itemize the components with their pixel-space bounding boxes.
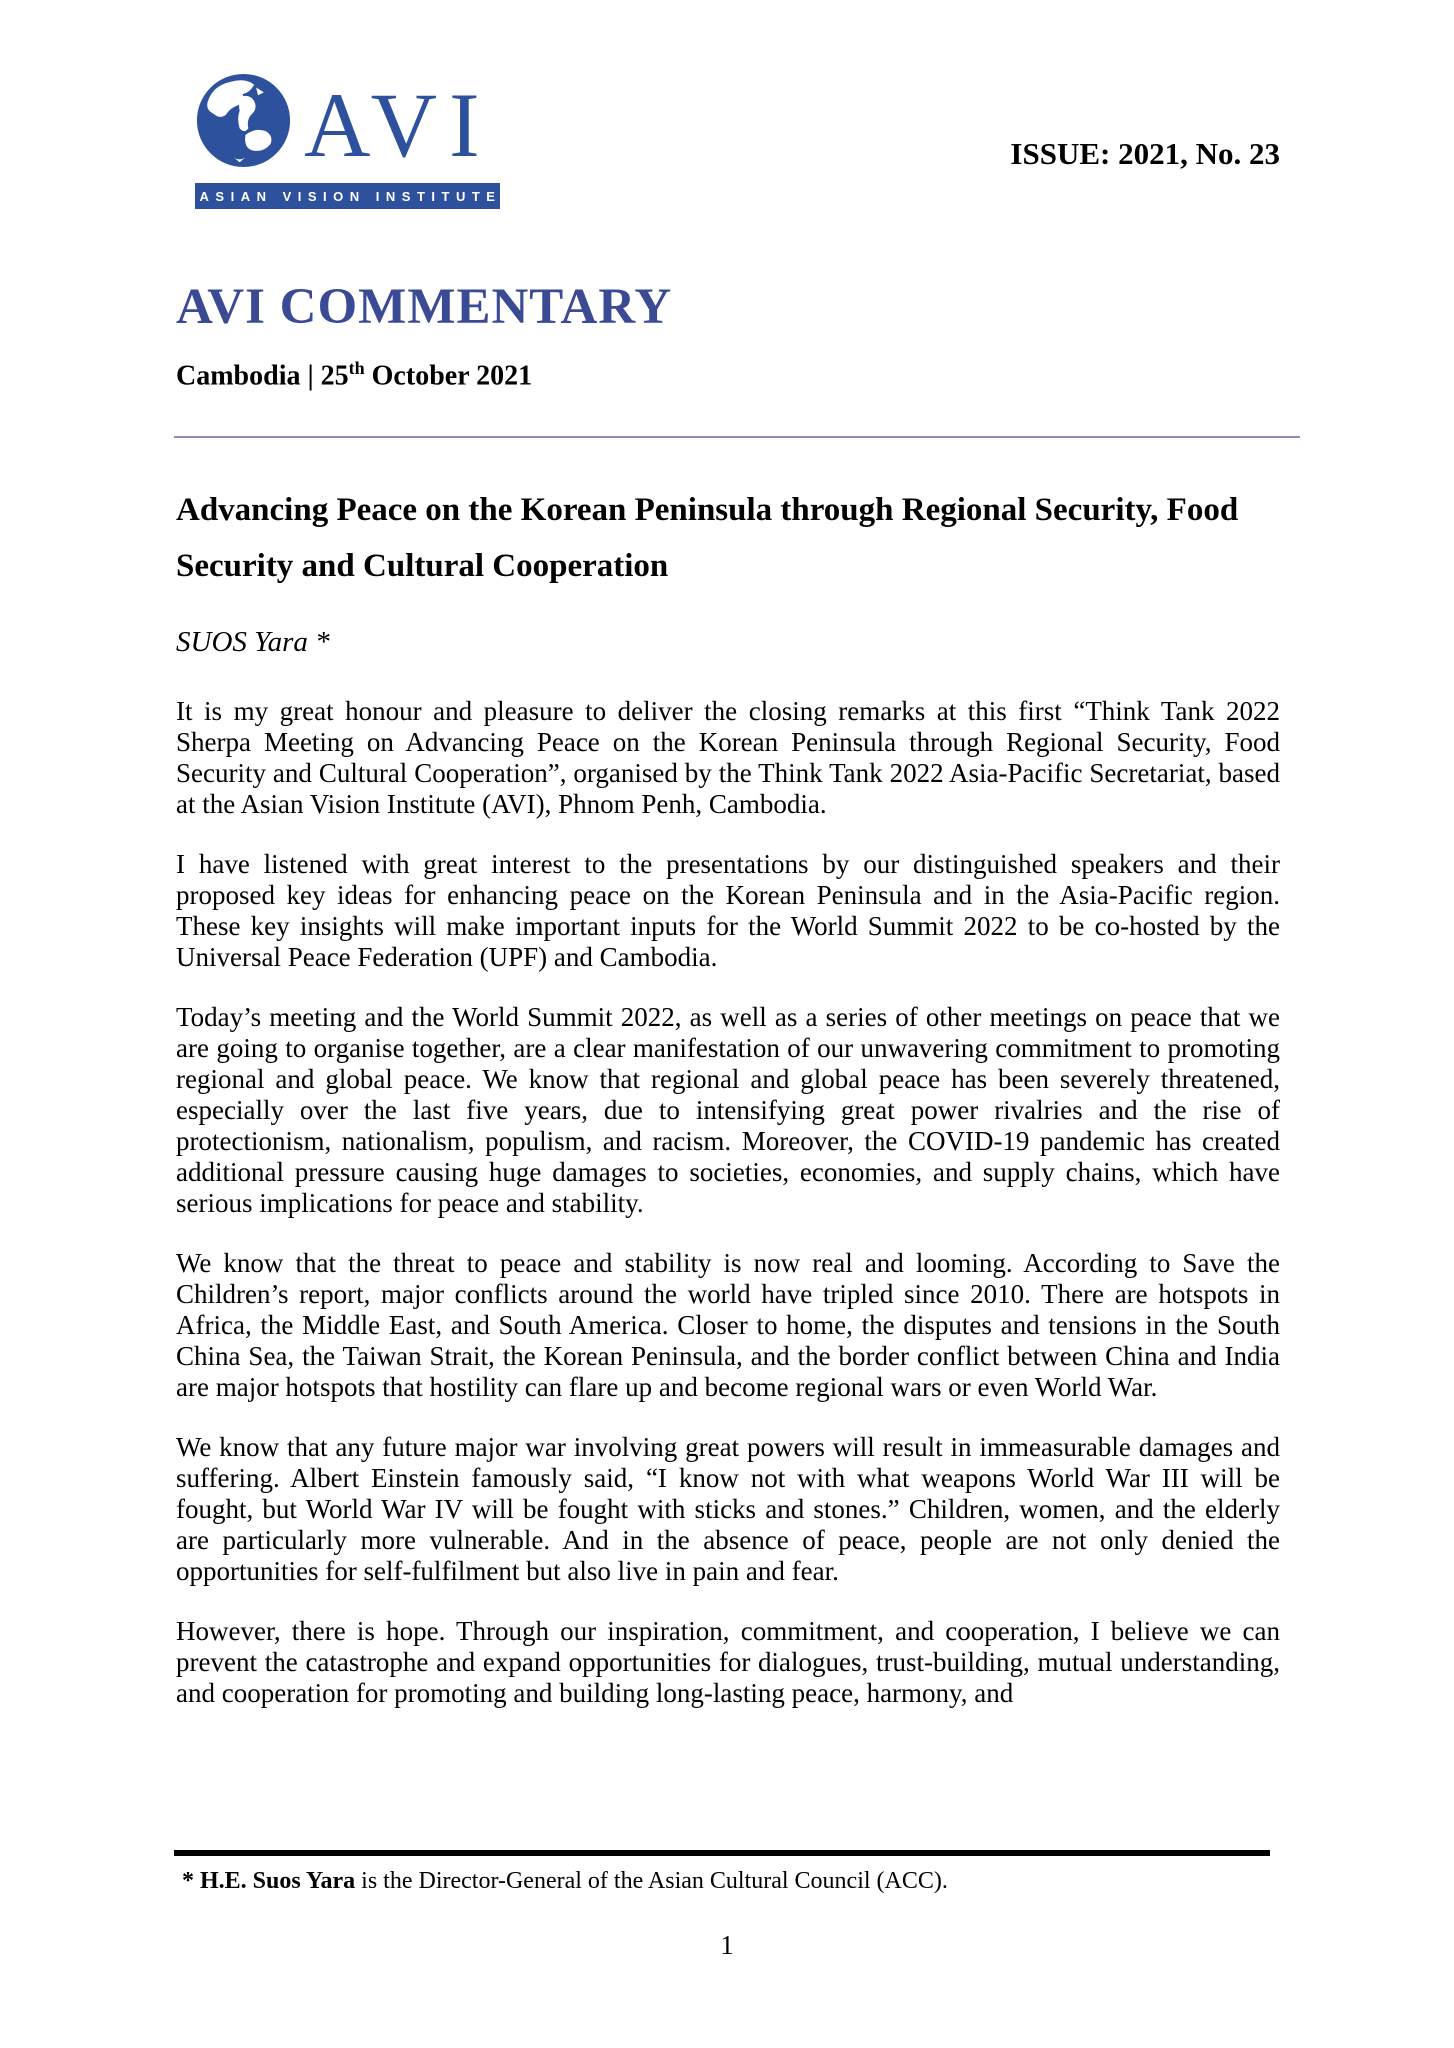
footnote xyxy=(182,1868,1454,1895)
footnote-area xyxy=(0,1844,1454,2048)
footnote-author: * H.E. Suos Yara xyxy=(182,1868,356,1894)
dateline-prefix: Cambodia | 25 xyxy=(176,360,349,392)
dateline-suffix: October 2021 xyxy=(364,360,533,392)
footnote-rest: is the Director-General of the Asian Cultural Council (ACC). xyxy=(355,1868,948,1894)
paragraph-1: It is my great honour and pleasure to deliver the closing remarks at this first “Think Tank 2022 Sherpa Meeting on Advancing Peace on the Korean Peninsula through Regional Security, Food Security and Cultural Cooperation”, organised by the Think Tank 2022 Asia-Pacific Secretariat, based at the Asian Vision Institute (AVI), Phnom Penh, Cambodia. xyxy=(176,696,1280,819)
paragraph-6: However, there is hope. Through our inspiration, commitment, and cooperation, I believe we can prevent the catastrophe and expand opportunities for dialogues, trust-building, mutual understanding, and cooperation for promoting and building long-lasting peace, harmony, and xyxy=(176,1616,1280,1708)
logo-top xyxy=(195,72,500,175)
dateline-ordinal: th xyxy=(348,358,365,378)
paragraph-4: We know that the threat to peace and stability is now real and looming. According to Save the Children’s report, major conflicts around the world have tripled since 2010. There are hotspots in Africa, the Middle East, and South America. Closer to home, the disputes and tensions in the South China Sea, the Taiwan Strait, the Korean Peninsula, and the border conflict between China and India are major hotspots that hostility can flare up and become regional wars or even World War. xyxy=(176,1248,1280,1402)
commentary-title: AVI COMMENTARY xyxy=(176,279,673,335)
article-title: Advancing Peace on the Korean Peninsula through Regional Security, Food Security and Cultural Cooperation xyxy=(176,492,1239,584)
paragraph-3: Today’s meeting and the World Summit 2022, as well as a series of other meetings on peace that we are going to organise together, are a clear manifestation of our unwavering commitment to promoting regional and global peace. We know that regional and global peace has been severely threatened, especially over the last five years, due to intensifying great power rivalries and the rise of protectionism, nationalism, populism, and racism. Moreover, the COVID-19 pandemic has created additional pressure causing huge damages to societies, economies, and supply chains, which have serious implications for peace and stability. xyxy=(176,1002,1280,1218)
article-author: SUOS Yara * xyxy=(176,626,330,658)
page-number: 1 xyxy=(720,1930,734,1960)
logo-tagline-bar xyxy=(195,183,500,209)
dateline xyxy=(176,358,532,392)
paragraph-2: I have listened with great interest to the presentations by our distinguished speakers and their proposed key ideas for enhancing peace on the Korean Peninsula and in the Asia-Pacific region. These key insights will make important inputs for the World Summit 2022 to be co-hosted by the Universal Peace Federation (UPF) and Cambodia. xyxy=(176,849,1280,972)
globe-icon xyxy=(195,72,292,169)
article-body xyxy=(176,696,1280,1738)
logo-tagline: ASIAN VISION INSTITUTE xyxy=(199,188,502,204)
avi-logo xyxy=(195,72,500,209)
logo-acronym: AVI xyxy=(304,74,492,176)
issue-number: ISSUE: 2021, No. 23 xyxy=(1010,136,1280,171)
footnote-separator-rule xyxy=(174,1850,1270,1856)
header-separator-line xyxy=(174,436,1300,438)
paragraph-5: We know that any future major war involving great powers will result in immeasurable damages and suffering. Albert Einstein famously said, “I know not with what weapons World War III will be fought, but World War IV will be fought with sticks and stones.” Children, women, and the elderly are particularly more vulnerable. And in the absence of peace, people are not only denied the opportunities for self-fulfilment but also live in pain and fear. xyxy=(176,1432,1280,1586)
